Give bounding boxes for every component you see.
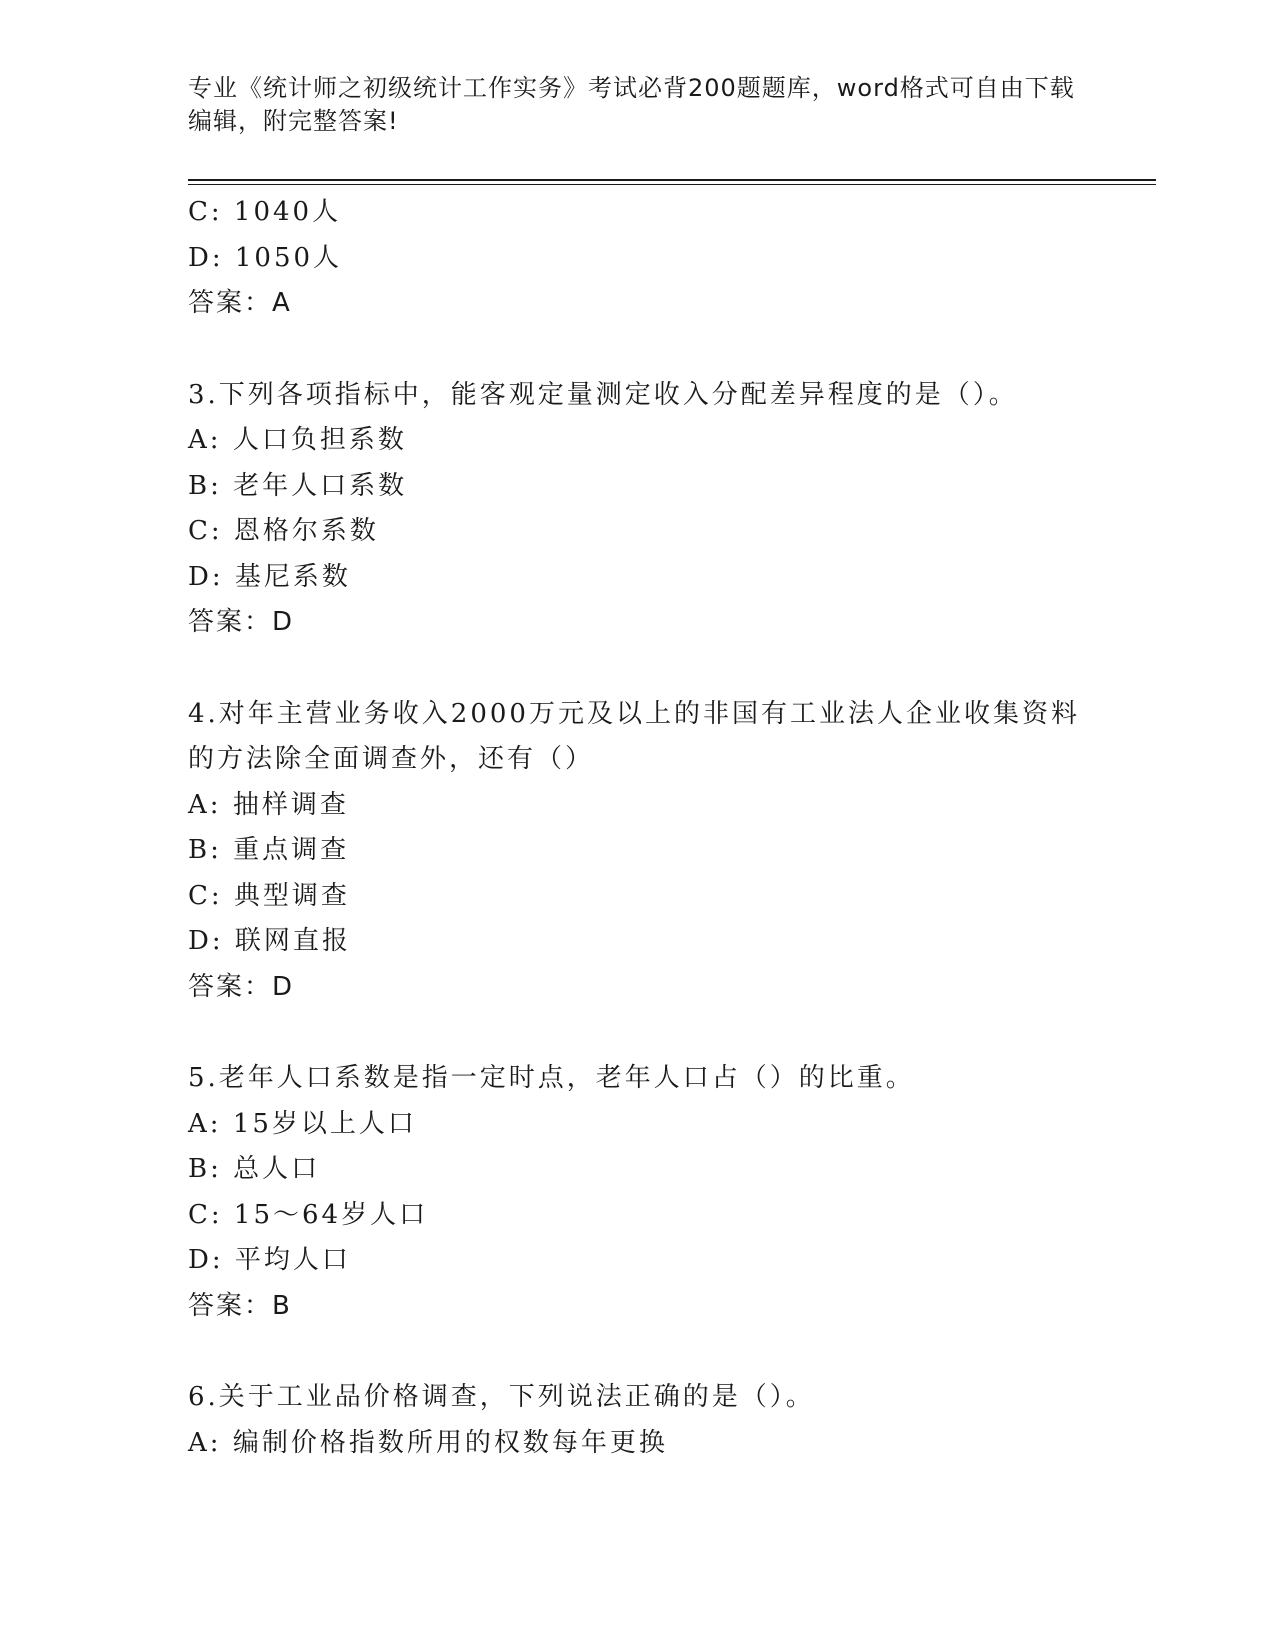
header-title-line-1: 专业《统计师之初级统计工作实务》考试必背200题题库，word格式可自由下载 xyxy=(188,74,1075,102)
header-divider-thin xyxy=(188,184,1156,185)
spacer xyxy=(188,327,1088,373)
option-c: C: 典型调查 xyxy=(188,880,350,911)
answer: 答案：D xyxy=(188,607,295,637)
question-6 xyxy=(188,1375,1088,1466)
question-stem-line-2: 的方法除全面调查外，还有（） xyxy=(188,744,595,774)
question-stem: 3.下列各项指标中，能客观定量测定收入分配差异程度的是（）。 xyxy=(188,379,1018,410)
option-c: C: 15～64岁人口 xyxy=(188,1199,429,1230)
option-a: A: 编制价格指数所用的权数每年更换 xyxy=(188,1427,668,1458)
question-stem: 5.老年人口系数是指一定时点，老年人口占（）的比重。 xyxy=(188,1063,915,1093)
option-b: B: 老年人口系数 xyxy=(188,470,408,501)
question-3 xyxy=(188,373,1088,646)
header-title-line-2: 编辑，附完整答案! xyxy=(188,107,399,135)
option-d: D: 平均人口 xyxy=(188,1245,351,1275)
question-stem: 6.关于工业品价格调查，下列说法正确的是（）。 xyxy=(188,1382,815,1412)
option-a: A: 15岁以上人口 xyxy=(188,1108,417,1139)
option-d: D: 基尼系数 xyxy=(188,561,351,592)
question-stem-line-1: 4.对年主营业务收入2000万元及以上的非国有工业法人企业收集资料 xyxy=(188,698,1080,729)
option-c: C: 恩格尔系数 xyxy=(188,516,379,546)
option-b: B: 总人口 xyxy=(188,1154,321,1184)
header-divider-thick xyxy=(188,179,1156,181)
option-b: B: 重点调查 xyxy=(188,835,350,865)
answer: 答案：A xyxy=(188,288,292,318)
option-d: D: 联网直报 xyxy=(188,926,351,956)
spacer xyxy=(188,1329,1088,1375)
spacer xyxy=(188,646,1088,692)
question-5 xyxy=(188,1056,1088,1329)
option-a: A: 人口负担系数 xyxy=(188,425,407,455)
question-list xyxy=(188,190,1088,1466)
question-4 xyxy=(188,692,1088,1011)
spacer xyxy=(188,1010,1088,1056)
document-header xyxy=(188,72,1088,138)
option-d: D: 1050人 xyxy=(188,242,343,273)
option-c: C: 1040人 xyxy=(188,197,342,227)
answer: 答案：D xyxy=(188,971,295,1002)
answer: 答案：B xyxy=(188,1290,292,1321)
question-2-continued xyxy=(188,190,1088,327)
option-a: A: 抽样调查 xyxy=(188,789,349,820)
